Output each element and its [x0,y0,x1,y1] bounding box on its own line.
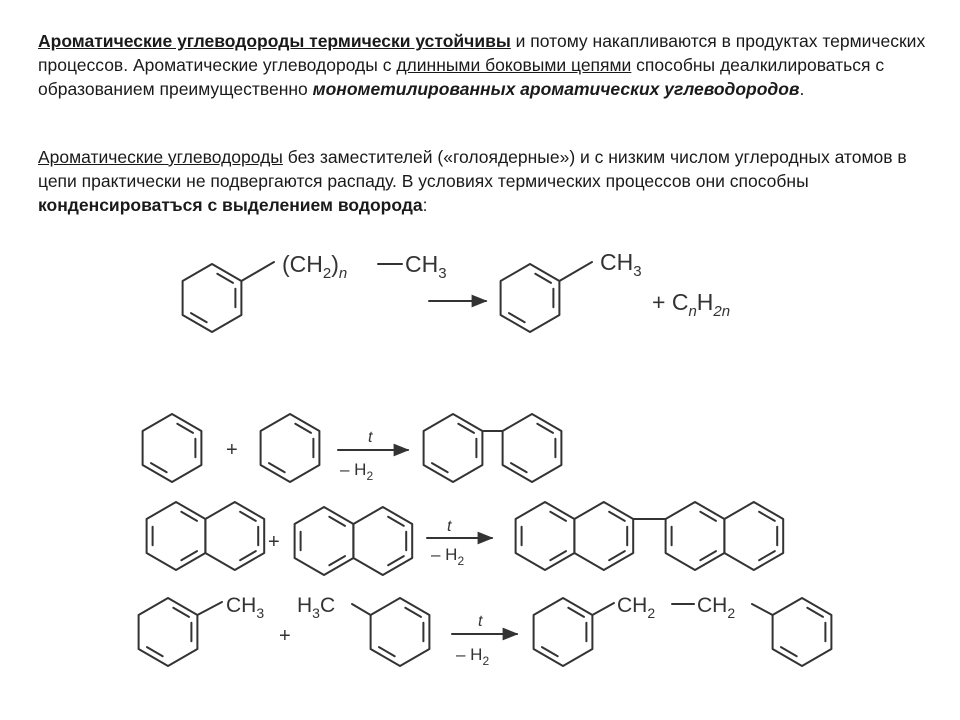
naphthalene-ring [147,502,265,570]
methylene-label: $CH_2$ [697,594,736,621]
benzene-ring [261,414,320,482]
benzene-ring [503,414,562,482]
term-condensation: конденсироватъся с выделением водорода [38,195,423,215]
naphthalene-ring [295,507,413,575]
bond-line [752,604,773,615]
benzene-ring [143,414,202,482]
hydrogen-loss-label: – $H_2$ [431,545,465,568]
naphthalene-ring [516,502,634,570]
bond-line [241,262,274,281]
benzene-ring [773,598,832,666]
term-monomethylated: монометилированных ароматических углеводородов [312,79,800,99]
temperature-label: t [478,613,483,630]
toluene-ring [501,264,560,332]
text-span: : [422,195,428,215]
benzene-ring [183,264,242,332]
term-aromatic-hydrocarbons: Ароматические углеводороды [38,147,283,167]
text-span: и потому накапливаются в продуктах термических процессов. Ароматические углеводороды с [38,31,926,75]
temperature-label: t [447,518,452,535]
toluene-ring [371,598,430,666]
methyl-label: $H_3C$ [297,594,336,621]
reaction-binaphthyl [147,502,784,575]
toluene-ring [139,598,198,666]
benzene-ring [534,598,593,666]
plus-sign: + [226,439,238,461]
bond-line [352,604,371,615]
bond-line [592,603,614,615]
text-span: способны деалкилироваться с образованием преимущественно [38,55,885,99]
bond-line [197,602,222,615]
bond-line [559,262,592,281]
hydrogen-loss-label: – $H_2$ [456,645,490,668]
naphthalene-ring [666,502,784,570]
term-thermal-stability: Ароматические углеводороды термически устойчивы [38,31,511,51]
plus-sign: + [268,531,280,553]
benzene-ring [424,414,483,482]
reaction-bibenzyl [139,594,832,668]
hydrogen-loss-label: – $H_2$ [340,460,374,483]
methyl-label: $CH_3$ [226,594,265,621]
alkene-label: + $C_nH_{2n}$ [652,289,731,320]
reaction-dealkylation [183,249,730,332]
text-span: без заместителей («голоядерные») и с низким числом углеродных атомов в цепи практически не подвергаются распаду. В условиях термических процессов они способны [38,147,907,191]
methyl-label: $CH_3$ [405,251,447,282]
chain-label: $(CH_2)_n$ [282,251,348,282]
plus-sign: + [279,625,291,647]
methyl-label: $CH_3$ [600,249,642,280]
temperature-label: t [368,429,373,446]
text-span: . [799,79,805,99]
reaction-biphenyl [143,414,562,483]
term-long-side-chains: длинными боковыми цепями [396,55,632,75]
methylene-label: $CH_2$ [617,594,656,621]
